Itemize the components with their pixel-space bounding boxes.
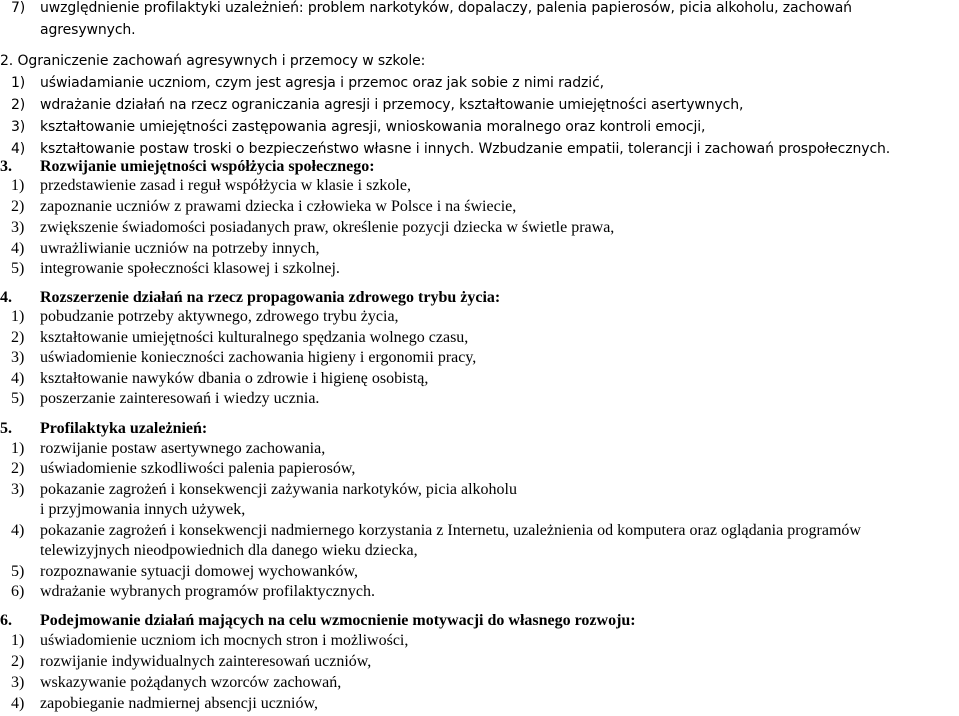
item-number: 4) <box>11 240 25 257</box>
item-text: uwzględnienie profilaktyki uzależnień: problem narkotyków, dopalaczy, palenia papierosów, picia alkoholu, zachowań <box>40 0 852 16</box>
item-text: i przyjmowania innych używek, <box>40 501 246 518</box>
item-text: przedstawienie zasad i reguł współżycia w klasie i szkole, <box>40 177 411 194</box>
item-number: 1) <box>11 177 25 194</box>
item-number: 4) <box>11 141 26 157</box>
item-text: uświadamianie uczniom, czym jest agresja i przemoc oraz jak sobie z nimi radzić, <box>40 75 605 91</box>
section-3-heading: Rozwijanie umiejętności współżycia społecznego: <box>40 158 375 175</box>
item-text: uwrażliwianie uczniów na potrzeby innych, <box>40 240 320 257</box>
item-text: kształtowanie postaw troski o bezpieczeństwo własne i innych. Wzbudzanie empatii, tolerancji i zachowań prospołecznych. <box>40 141 891 157</box>
item-text: pokazanie zagrożeń i konsekwencji nadmiernego korzystania z Internetu, uzależnienia od komputera oraz oglądania programów <box>40 522 861 539</box>
item-number: 7) <box>11 0 26 16</box>
item-number: 2) <box>11 97 26 113</box>
item-number: 5) <box>11 563 25 580</box>
item-text: pokazanie zagrożeń i konsekwencji zażywania narkotyków, picia alkoholu <box>40 481 517 498</box>
item-number: 2) <box>11 329 25 346</box>
section-2-heading: 2. Ograniczenie zachowań agresywnych i przemocy w szkole: <box>0 53 426 69</box>
item-text: pobudzanie potrzeby aktywnego, zdrowego trybu życia, <box>40 308 399 325</box>
item-number: 3) <box>11 119 26 135</box>
item-number: 4) <box>11 695 25 712</box>
item-text: kształtowanie nawyków dbania o zdrowie i higienę osobistą, <box>40 370 429 387</box>
item-text: rozpoznawanie sytuacji domowej wychowanków, <box>40 563 358 580</box>
item-text: zapoznanie uczniów z prawami dziecka i człowieka w Polsce i na świecie, <box>40 198 517 215</box>
item-number: 2) <box>11 653 25 670</box>
section-4-heading: Rozszerzenie działań na rzecz propagowania zdrowego trybu życia: <box>40 289 501 306</box>
item-number: 2) <box>11 460 25 477</box>
item-text: wdrażanie działań na rzecz ograniczania agresji i przemocy, kształtowanie umiejętności asertywnych, <box>40 97 744 113</box>
item-text: kształtowanie umiejętności kulturalnego spędzania wolnego czasu, <box>40 329 469 346</box>
item-number: 6) <box>11 583 25 600</box>
item-number: 1) <box>11 440 25 457</box>
item-text: kształtowanie umiejętności zastępowania agresji, wnioskowania moralnego oraz kontroli emocji, <box>40 119 706 135</box>
item-text: telewizyjnych nieodpowiednich dla danego wieku dziecka, <box>40 542 418 559</box>
item-text: zapobieganie nadmiernej absencji uczniów, <box>40 695 318 712</box>
item-number: 3) <box>11 219 25 236</box>
item-number: 3) <box>11 481 25 498</box>
item-text: rozwijanie postaw asertywnego zachowania, <box>40 440 326 457</box>
section-number: 4. <box>0 289 12 306</box>
section-number: 3. <box>0 158 12 175</box>
section-number: 5. <box>0 420 12 437</box>
item-text: rozwijanie indywidualnych zainteresowań uczniów, <box>40 653 372 670</box>
item-number: 5) <box>11 390 25 407</box>
item-number: 5) <box>11 260 25 277</box>
item-text: zwiększenie świadomości posiadanych praw, określenie pozycji dziecka w świetle prawa, <box>40 219 615 236</box>
item-text: wdrażanie wybranych programów profilaktycznych. <box>40 583 375 600</box>
item-text: agresywnych. <box>40 22 136 38</box>
item-number: 4) <box>11 522 25 539</box>
item-number: 4) <box>11 370 25 387</box>
section-6-heading: Podejmowanie działań mających na celu wzmocnienie motywacji do własnego rozwoju: <box>40 612 636 629</box>
item-number: 3) <box>11 349 25 366</box>
item-text: uświadomienie uczniom ich mocnych stron i możliwości, <box>40 632 409 649</box>
item-number: 3) <box>11 674 25 691</box>
item-text: wskazywanie pożądanych wzorców zachowań, <box>40 674 342 691</box>
item-number: 2) <box>11 198 25 215</box>
item-number: 1) <box>11 308 25 325</box>
section-5-heading: Profilaktyka uzależnień: <box>40 420 208 437</box>
item-text: uświadomienie szkodliwości palenia papierosów, <box>40 460 356 477</box>
item-text: poszerzanie zainteresowań i wiedzy ucznia. <box>40 390 320 407</box>
item-number: 1) <box>11 75 26 91</box>
item-text: uświadomienie konieczności zachowania higieny i ergonomii pracy, <box>40 349 477 366</box>
item-text: integrowanie społeczności klasowej i szkolnej. <box>40 260 340 277</box>
item-number: 1) <box>11 632 25 649</box>
section-number: 6. <box>0 612 12 629</box>
